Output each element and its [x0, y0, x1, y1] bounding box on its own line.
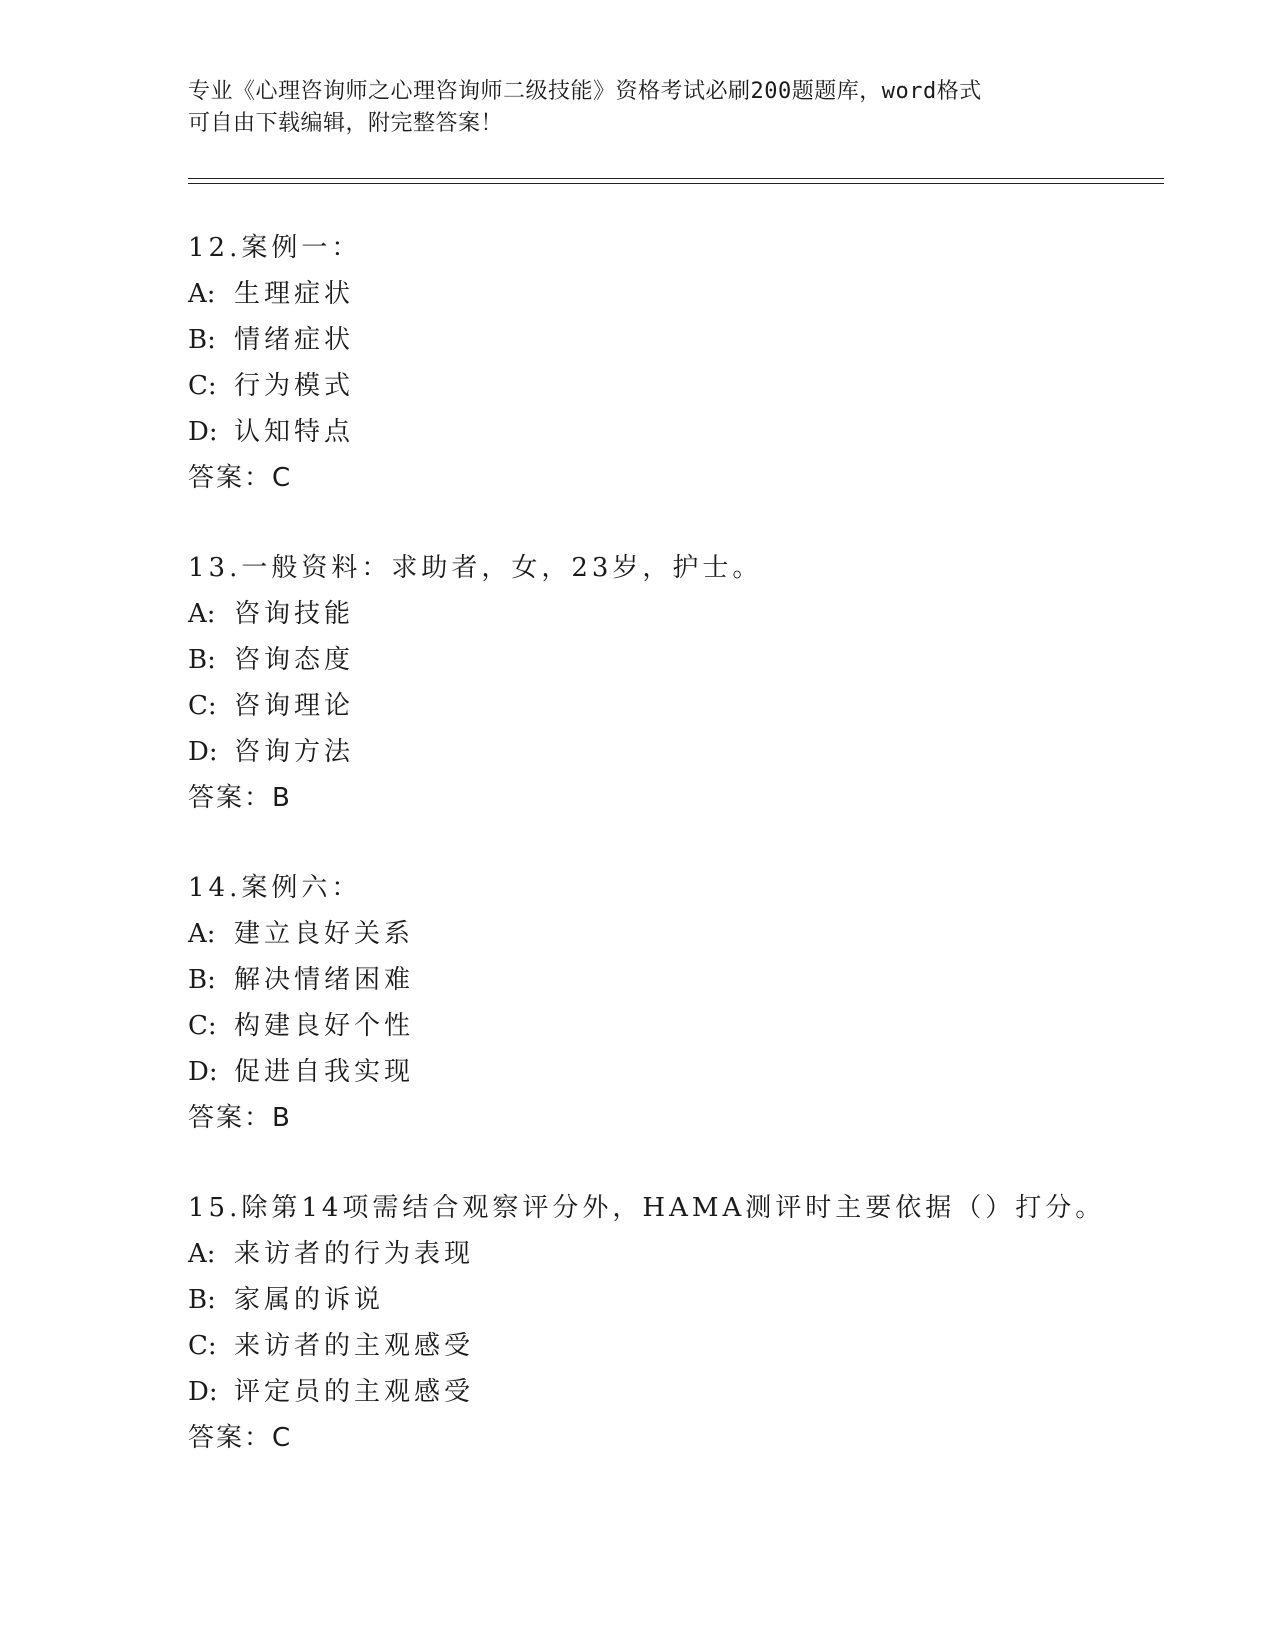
option-d	[188, 729, 1188, 775]
option-d	[188, 409, 1188, 455]
option-b	[188, 317, 1188, 363]
option-letter: D:	[188, 1377, 218, 1407]
answer: 答案：C	[188, 1423, 293, 1453]
option-letter: B:	[188, 965, 216, 995]
option-c	[188, 683, 1188, 729]
option-text: 情绪症状	[234, 325, 355, 355]
option-c	[188, 1003, 1188, 1049]
option-a	[188, 591, 1188, 637]
option-c	[188, 1323, 1188, 1369]
option-a	[188, 1231, 1188, 1277]
option-letter: A:	[188, 599, 216, 629]
option-letter: A:	[188, 279, 216, 309]
option-text: 解决情绪困难	[234, 965, 415, 995]
question-stem: 15.除第14项需结合观察评分外，HAMA测评时主要依据（）打分。	[188, 1193, 1106, 1223]
option-d	[188, 1049, 1188, 1095]
question-stem: 12.案例一：	[188, 233, 362, 263]
option-letter: C:	[188, 1331, 217, 1361]
answer: 答案：C	[188, 463, 293, 493]
option-letter: D:	[188, 737, 218, 767]
option-text: 评定员的主观感受	[234, 1377, 475, 1407]
question-15	[188, 1185, 1188, 1461]
answer: 答案：B	[188, 1103, 292, 1133]
option-letter: C:	[188, 691, 217, 721]
question-12	[188, 225, 1188, 501]
option-text: 认知特点	[234, 417, 355, 447]
option-letter: B:	[188, 645, 216, 675]
option-text: 咨询理论	[234, 691, 355, 721]
option-text: 构建良好个性	[234, 1011, 415, 1041]
option-b	[188, 637, 1188, 683]
option-d	[188, 1369, 1188, 1415]
option-text: 来访者的主观感受	[234, 1331, 475, 1361]
option-text: 咨询态度	[234, 645, 355, 675]
option-a	[188, 911, 1188, 957]
option-letter: B:	[188, 325, 216, 355]
header-divider-bottom	[188, 183, 1164, 184]
option-letter: A:	[188, 1239, 216, 1269]
option-letter: D:	[188, 417, 218, 447]
header-title-line-2: 可自由下载编辑，附完整答案！	[188, 111, 504, 136]
option-letter: C:	[188, 1011, 217, 1041]
option-text: 建立良好关系	[234, 919, 415, 949]
question-13	[188, 545, 1188, 821]
header-title-line-1: 专业《心理咨询师之心理咨询师二级技能》资格考试必刷200题题库，word格式	[188, 79, 982, 104]
option-text: 行为模式	[234, 371, 355, 401]
option-c	[188, 363, 1188, 409]
option-text: 咨询方法	[234, 737, 355, 767]
question-14	[188, 865, 1188, 1141]
question-stem: 14.案例六：	[188, 873, 362, 903]
option-text: 家属的诉说	[234, 1285, 385, 1315]
header-divider-top	[188, 178, 1164, 179]
option-a	[188, 271, 1188, 317]
answer: 答案：B	[188, 783, 292, 813]
document-header	[188, 76, 1068, 140]
option-text: 咨询技能	[234, 599, 355, 629]
option-letter: D:	[188, 1057, 218, 1087]
option-text: 来访者的行为表现	[234, 1239, 475, 1269]
option-text: 促进自我实现	[234, 1057, 415, 1087]
option-letter: B:	[188, 1285, 216, 1315]
option-b	[188, 957, 1188, 1003]
option-text: 生理症状	[234, 279, 355, 309]
option-letter: A:	[188, 919, 216, 949]
option-letter: C:	[188, 371, 217, 401]
question-stem: 13.一般资料：求助者，女，23岁，护士。	[188, 553, 763, 583]
option-b	[188, 1277, 1188, 1323]
